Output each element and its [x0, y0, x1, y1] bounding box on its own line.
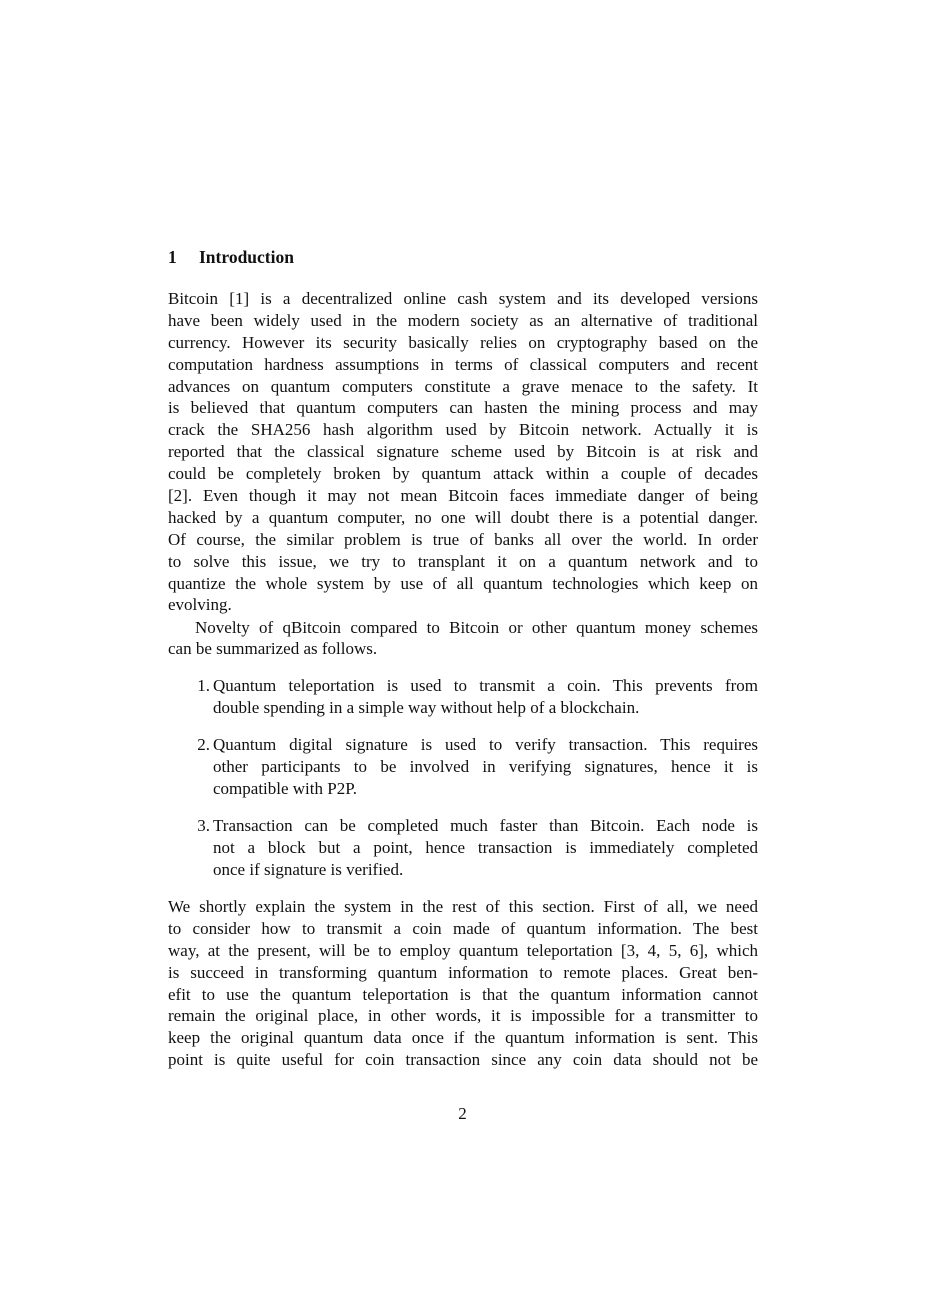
- text-line: to consider how to transmit a coin made of quantum information. The best: [168, 918, 758, 938]
- section-number: 1: [168, 247, 177, 267]
- text-line: could be completely broken by quantum attack within a couple of decades: [168, 464, 758, 484]
- section-heading: [168, 247, 294, 268]
- list-marker: 3.: [197, 816, 210, 835]
- text-line: quantize the whole system by use of all quantum technologies which keep on: [168, 573, 758, 593]
- text-line: computation hardness assumptions in terms of classical computers and recent: [168, 354, 758, 374]
- text-line: point is quite useful for coin transaction since any coin data should not be: [168, 1050, 758, 1070]
- text-line: compatible with P2P.: [213, 778, 358, 798]
- text-line: evolving.: [168, 595, 232, 615]
- text-line: keep the original quantum data once if the quantum information is sent. This: [168, 1028, 758, 1048]
- text-line: other participants to be involved in verifying signatures, hence it is: [213, 756, 758, 776]
- text-line: Quantum digital signature is used to verify transaction. This requires: [213, 735, 758, 754]
- paragraph-novelty: [168, 617, 758, 661]
- text-line: Novelty of qBitcoin compared to Bitcoin or other quantum money schemes: [195, 617, 758, 637]
- text-line: Quantum teleportation is used to transmit a coin. This prevents from: [213, 676, 758, 695]
- text-line: can be summarized as follows.: [168, 639, 378, 659]
- text-line: Transaction can be completed much faster than Bitcoin. Each node is: [213, 816, 758, 835]
- text-line: double spending in a simple way without help of a blockchain.: [213, 697, 640, 717]
- text-line: We shortly explain the system in the rest of this section. First of all, we need: [168, 897, 758, 916]
- list-item: [168, 675, 758, 719]
- text-line: remain the original place, in other words, it is impossible for a transmitter to: [168, 1006, 758, 1026]
- text-line: crack the SHA256 hash algorithm used by Bitcoin network. Actually it is: [168, 420, 758, 440]
- text-line: currency. However its security basically relies on cryptography based on the: [168, 332, 758, 352]
- text-line: reported that the classical signature scheme used by Bitcoin is at risk and: [168, 442, 758, 462]
- list-item: [168, 815, 758, 881]
- text-line: Of course, the similar problem is true of banks all over the world. In order: [168, 529, 758, 549]
- list-item: [168, 734, 758, 800]
- text-line: is succeed in transforming quantum information to remote places. Great ben-: [168, 962, 758, 982]
- text-line: Bitcoin [1] is a decentralized online cash system and its developed versions: [168, 289, 758, 308]
- text-line: once if signature is verified.: [213, 859, 404, 879]
- section-title: Introduction: [199, 247, 294, 267]
- text-line: hacked by a quantum computer, no one will doubt there is a potential danger.: [168, 507, 758, 527]
- text-line: is believed that quantum computers can hasten the mining process and may: [168, 398, 758, 418]
- text-line: to solve this issue, we try to transplant it on a quantum network and to: [168, 551, 758, 571]
- list-marker: 1.: [197, 676, 210, 695]
- paragraph-intro: [168, 288, 758, 616]
- text-line: way, at the present, will be to employ quantum teleportation [3, 4, 5, 6], which: [168, 940, 758, 960]
- text-line: [2]. Even though it may not mean Bitcoin faces immediate danger of being: [168, 486, 758, 506]
- text-line: have been widely used in the modern society as an alternative of traditional: [168, 310, 758, 330]
- paragraph-explanation: [168, 896, 758, 1071]
- list-marker: 2.: [197, 735, 210, 754]
- page-number: 2: [458, 1104, 467, 1123]
- text-line: efit to use the quantum teleportation is that the quantum information cannot: [168, 984, 758, 1004]
- text-line: not a block but a point, hence transaction is immediately completed: [213, 837, 758, 857]
- text-line: advances on quantum computers constitute a grave menace to the safety. It: [168, 376, 758, 396]
